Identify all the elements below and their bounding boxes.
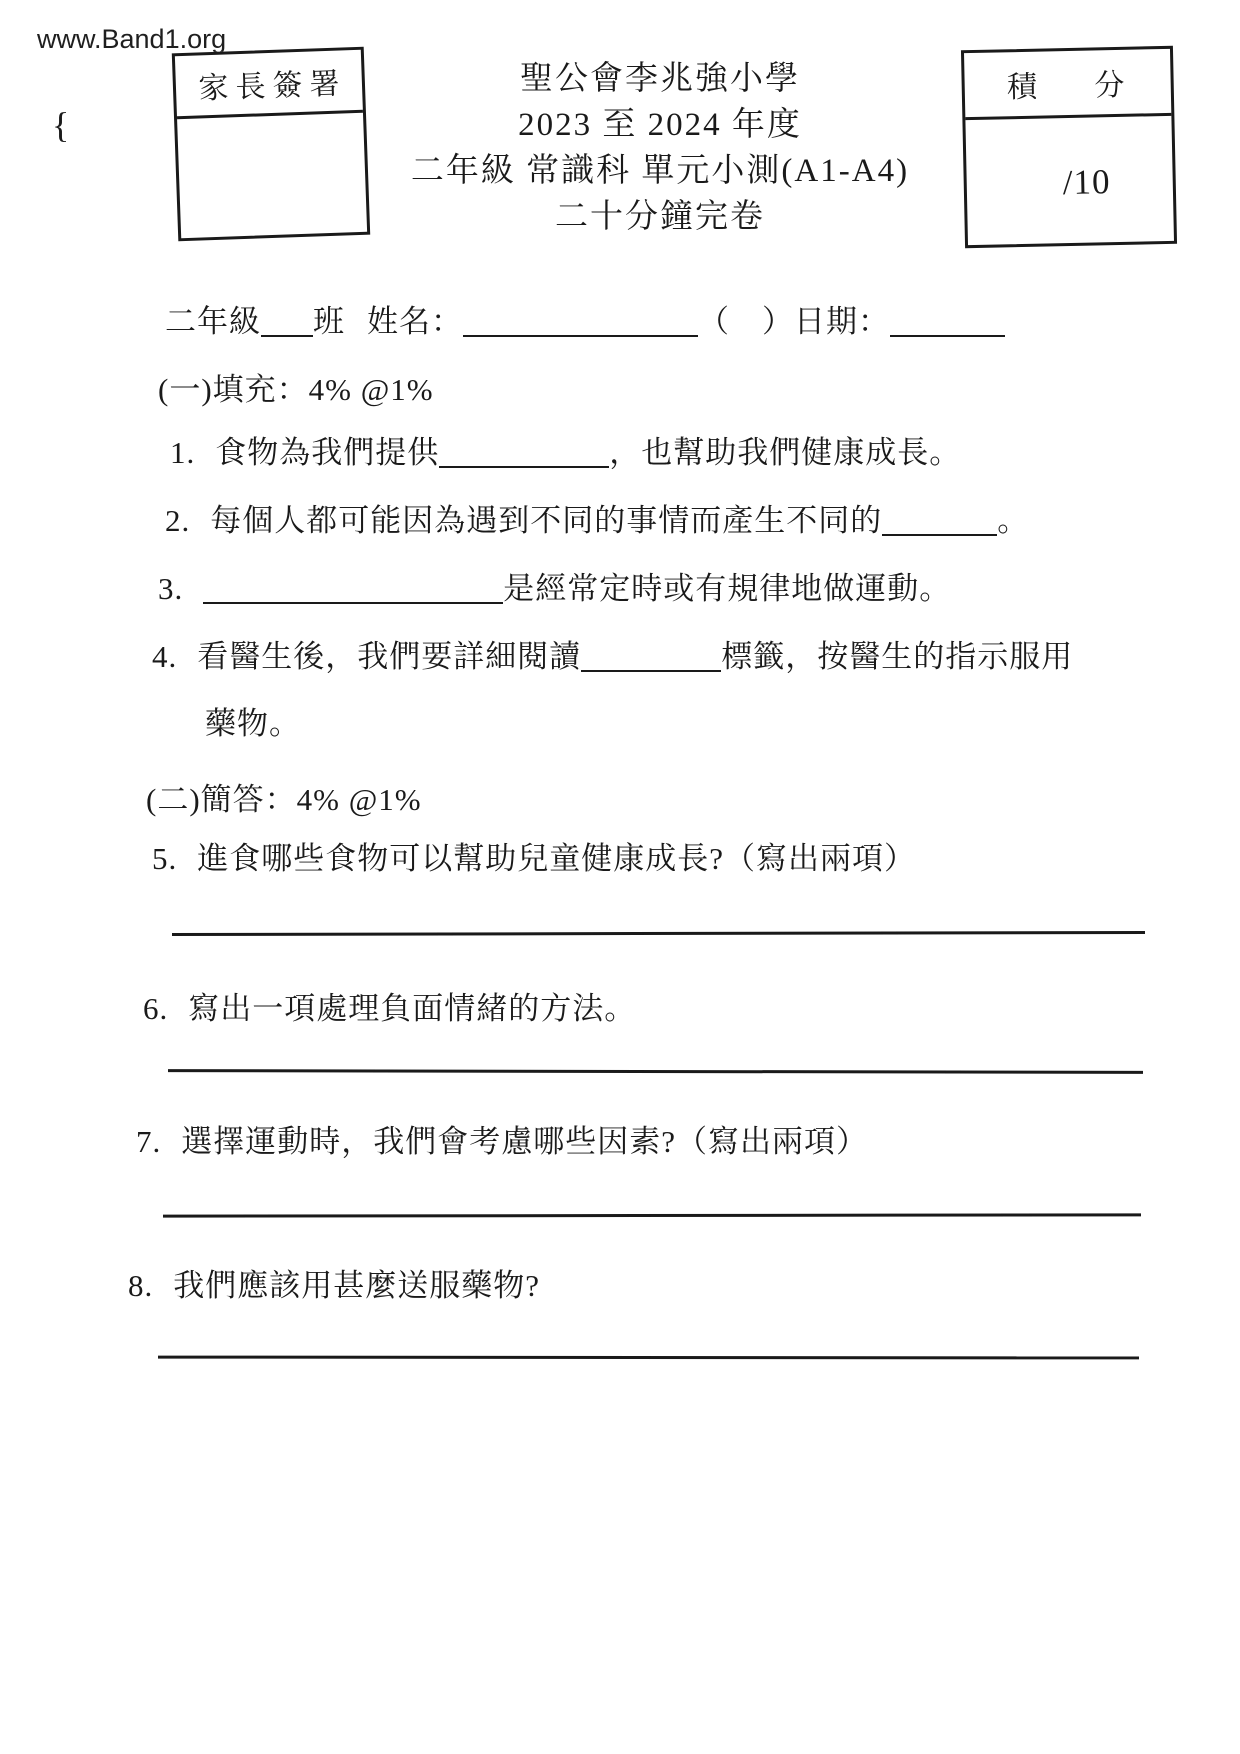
class-number-paren: （ ） [698,304,794,339]
question-3 [158,563,951,608]
question-3-text-post: 是經常定時或有規律地做運動。 [503,571,952,606]
question-1-text-post: ，也幫助我們健康成長。 [609,435,962,470]
name-blank [463,304,698,337]
question-4 [152,631,1073,676]
question-6 [143,983,636,1028]
margin-brace-mark: { [52,105,70,145]
student-info-row [165,296,1005,341]
question-2-blank [882,503,997,536]
question-1-text-pre: 食物為我們提供 [215,435,440,470]
question-6-number: 6. [143,991,169,1026]
question-5 [152,833,916,878]
answer-line-7 [163,1213,1141,1217]
score-label: 積 分 [964,49,1171,120]
grade-label: 二年級 [165,304,261,339]
exam-duration: 二十分鐘完卷 [555,199,765,235]
question-7-text: 選擇運動時，我們會考慮哪些因素?（寫出兩項） [181,1124,869,1159]
class-suffix-label: 班 [313,304,345,339]
watermark-text: www.Band1.org [37,24,227,54]
question-8-number: 8. [128,1268,154,1303]
class-blank [261,304,313,337]
exam-header [320,56,1000,240]
question-2-text-pre: 每個人都可能因為遇到不同的事情而產生不同的 [210,503,883,538]
question-3-number: 3. [158,571,184,606]
question-5-number: 5. [152,841,178,876]
question-4-number: 4. [152,639,178,674]
score-value: /10 [1062,162,1111,203]
question-1 [170,427,961,472]
question-8-text: 我們應該用甚麼送服藥物? [173,1268,541,1303]
question-4-continuation: 藥物。 [205,706,301,741]
question-2-text-post: 。 [997,503,1030,538]
answer-line-5 [172,931,1145,936]
date-label: 日期： [794,304,890,339]
question-1-blank [439,435,609,468]
section-1-title: (一)填充：4% @1% [158,372,434,407]
answer-line-8 [158,1356,1139,1360]
question-8 [128,1260,540,1305]
question-2 [165,495,1029,540]
question-1-number: 1. [170,435,196,470]
question-4-text-pre: 看醫生後，我們要詳細閱讀 [197,639,582,674]
question-5-text: 進食哪些食物可以幫助兒童健康成長?（寫出兩項） [197,841,917,876]
exam-title: 二年級 常識科 單元小測(A1-A4) [410,153,910,189]
date-blank [890,304,1005,337]
section-2-title: (二)簡答：4% @1% [146,782,422,817]
school-name: 聖公會李兆強小學 [520,61,800,97]
question-4-text-post: 標籤，按醫生的指示服用 [721,639,1074,674]
question-7-number: 7. [136,1124,162,1159]
question-6-text: 寫出一項處理負面情緒的方法。 [188,991,637,1026]
school-year: 2023 至 2024 年度 [518,107,802,143]
name-label: 姓名： [367,304,463,339]
question-3-blank [203,571,503,604]
parent-signature-label: 家長簽署 [175,50,363,119]
question-4-blank [581,639,721,672]
question-2-number: 2. [165,503,191,538]
question-7 [136,1116,868,1161]
score-box [961,46,1177,248]
answer-line-6 [168,1069,1143,1074]
